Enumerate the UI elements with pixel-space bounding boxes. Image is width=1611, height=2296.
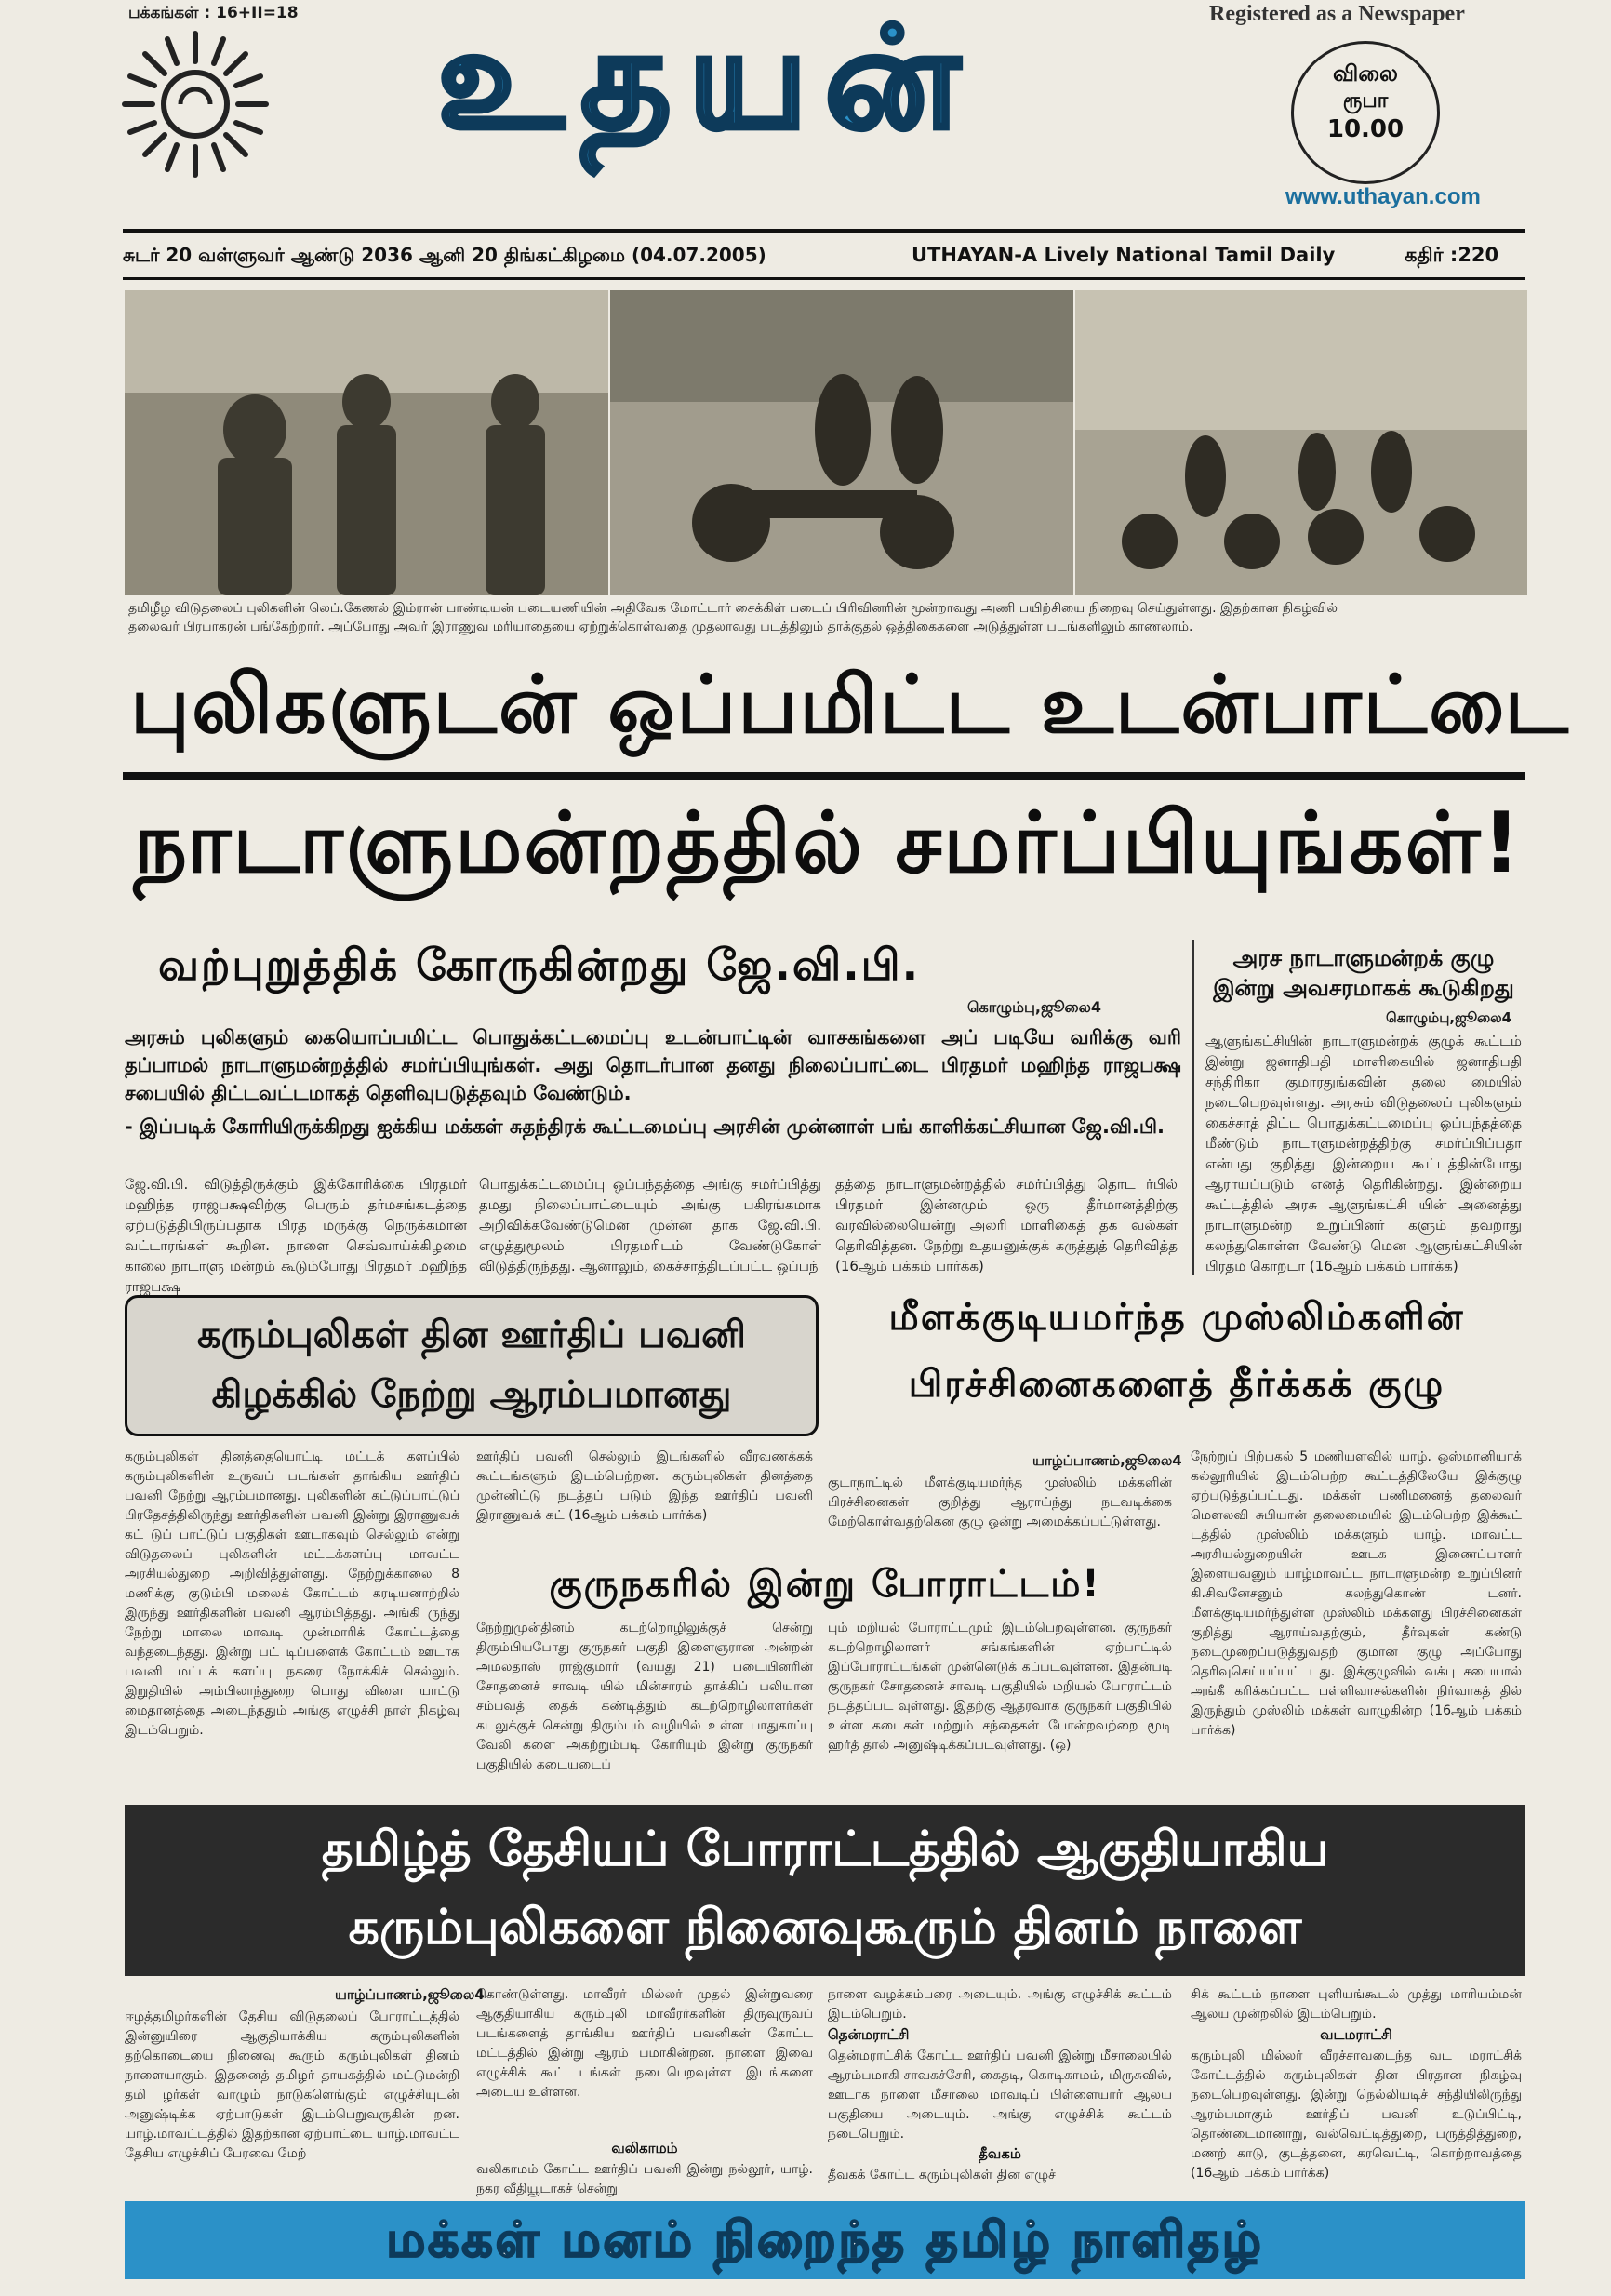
main-headline-1: புலிகளுடன் ஒப்பமிட்ட உடன்பாட்டை: [130, 659, 1570, 752]
price-label: விலை: [1333, 60, 1398, 87]
footer-banner: [125, 2201, 1525, 2279]
subhead-thenmarachchi: தென்மராட்சி: [828, 2026, 910, 2043]
jvp-col-1: ஜே.வி.பி. விடுத்திருக்கும் இக்கோரிக்கை பிரதமர் மஹிந்த ராஜபக்ஷவிற்கு பெரும் தர்மசங்கடத்தை ஏற்படுத்தியிருப்பதாக பிரத மருக்கு நெருக்கமான வட்டாரங்கள் கூறின. நாளை செவ்வாய்க்கிழமை காலை நாடாளு மன்றம் கூடும்போது பிரதமர் மஹிந்த ராஜபக்ஷ: [125, 1176, 467, 1295]
gurunagar-col-2: பும் மறியல் போராட்டமும் இடம்பெறவுள்ளன. குருநகர் கடற்றொழிலாளர் சங்கங்களின் ஏற்பாட்டில் இப்போராட்டங்கள் முன்னெடுக் கப்படவுள்ளன. இதன்படி குருநகர் சோதனைச் சாவடி பகுதியில் மறியல் போராட்டம் நடத்தப்பட வுள்ளது. இதற்கு ஆதரவாக குருநகர் பகுதியில் உள்ள கடைகள் மற்றும் சந்தைகள் போன்றவற்றை மூடி ஹர்த் தால் அனுஷ்டிக்கப்படவுள்ளது. (ஒ): [828, 1621, 1172, 1753]
gurunagar-col-1: நேற்றுமுன்தினம் கடற்றொழிலுக்குச் சென்று திரும்பியபோது குருநகர் பகுதி இளைஞரான அன்றன் அமலதாஸ் ராஜ்குமார் (வயது 21) படையினரின் சோதனைச் சாவடி யில் மின்சாரம் தாக்கிப் பலியான சம்பவத் தைக் கண்டித்தும் கடற்றொழிலாளர்கள் கடலுக்குச் சென்று திரும்பும் வழியில் உள்ள பாதுகாப்பு வேலி களை அகற்றும்படி கோரியும் இன்று குருநகர் பகுதியில் கடையடைப்: [476, 1621, 813, 1772]
muslim-col-1: குடாநாட்டில் மீளக்குடியமர்ந்த முஸ்லிம் மக்களின் பிரச்சினைகள் குறித்து ஆராய்ந்து நடவடிக்கை மேற்கொள்வதற்கென குழு ஒன்று அமைக்கப்பட்டுள்ளது.: [828, 1475, 1172, 1529]
jvp-lead: அரசும் புலிகளும் கையொப்பமிட்ட பொதுக்கட்டமைப்பு உடன்பாட்டின் வாசகங்களை அப் படியே வரிக்கு வரி தப்பாமல் நாடாளுமன்றத்தில் சமர்ப்பியுங்கள். அது தொடர்பான தனது நிலைப்பாட்டை பிரதமர் மஹிந்த ராஜபக்ஷ சபையில் திட்டவட்டமாகத் தெளிவுபடுத்தவும் வேண்டும்.: [125, 1026, 1181, 1104]
photo-caption-2: தலைவர் பிரபாகரன் பங்கேற்றார். அப்போது அவர் இராணுவ மரியாதையை ஏற்றுக்கொள்வதை முதலாவது படத்திலும் தாக்குதல் ஒத்திகைகளை அடுத்துள்ள படங்களிலும் காணலாம்.: [128, 620, 1193, 634]
sun-logo: [121, 30, 270, 179]
blacktiger-headline-2: கிழக்கில் நேற்று ஆரம்பமானது: [211, 1373, 732, 1416]
committee-body: ஆளுங்கட்சியின் நாடாளுமன்றக் குழுக் கூட்டம் இன்று ஜனாதிபதி மாளிகையில் ஜனாதிபதி சந்திரிகா குமாரதுங்கவின் தலை மையில் நடைபெறவுள்ளது. அரசும் விடுதலைப் புலிகளும் கைச்சாத் திட்ட பொதுக்கட்டமைப்பு ஒப்பந்தத்தை மீண்டும் நாடாளுமன்றத்திற்கு சமர்ப்பிப்பதா என்பது குறித்து இன்றைய கூட்டத்தின்போது ஆராயப்படும் எனத் தெரிகின்றது. இன்றைய கூட்டத்தில் அரசு ஆளுங்கட்சி யின் அனைத்து நாடாளுமன்ற உறுப்பினர் களும் தவறாது கலந்துகொள்ள வேண்டு மென ஆளுங்கட்சியின் பிரதம கொறடா (16ஆம் பக்கம் பார்க்க): [1205, 1033, 1522, 1275]
headline-rule: [123, 772, 1525, 780]
remembrance-col-2b: வலிகாமம் கோட்ட ஊர்திப் பவனி இன்று நல்லூர், யாழ். நகர வீதியூடாகச் சென்று: [476, 2162, 813, 2196]
remembrance-dateline: யாழ்ப்பாணம்,ஜூலை4: [335, 1986, 485, 2003]
dateline: சுடர் 20 வள்ளுவர் ஆண்டு 2036 ஆனி 20 திங்கட்கிழமை (04.07.2005): [123, 244, 766, 266]
remembrance-col-4: சிக் கூட்டம் நாளை புளியங்கூடல் முத்து மாரியம்மன் ஆலய முன்றலில் இடம்பெறும்.: [1191, 1987, 1522, 2022]
tagline: UTHAYAN-A Lively National Tamil Daily: [912, 244, 1336, 266]
price-currency: ரூபா: [1342, 89, 1389, 113]
blacktiger-col-2: ஊர்திப் பவனி செல்லும் இடங்களில் வீரவணக்கக் கூட்டங்களும் இடம்பெற்றன. கரும்புலிகள் தினத்தை முன்னிட்டு நடத்தப் படும் இந்த ஊர்திப் பவனி இராணுவக் கட் (16ஆம் பக்கம் பார்க்க): [476, 1449, 813, 1523]
photo-motorcycle-rider: [610, 290, 1073, 595]
masthead-rule-top: [123, 229, 1525, 233]
committee-headline-1: அரச நாடாளுமன்றக் குழு: [1232, 945, 1495, 971]
registered-note: Registered as a Newspaper: [1209, 2, 1465, 26]
jvp-col-2: பொதுக்கட்டமைப்பு ஒப்பந்தத்தை அங்கு சமர்ப்பித்து தமது நிலைப்பாட்டையும் அங்கு பகிரங்கமாக அறிவிக்கவேண்டுமென முன்ன தாக ஜே.வி.பி. எழுத்துமூலம் பிரதமரிடம் வேண்டுகோள் விடுத்திருந்தது. ஆனாலும், கைச்சாத்திடப்பட்ட ஒப்பந்: [479, 1176, 821, 1275]
subhead-theevagam: தீவகம்: [979, 2145, 1021, 2162]
column-divider: [1192, 940, 1194, 1275]
muslim-col-2: நேற்றுப் பிற்பகல் 5 மணியளவில் யாழ். ஒஸ்மானியாக் கல்லூரியில் இடம்பெற்ற கூட்டத்திலேயே இக்குழு ஏற்படுத்தப்பட்டது. மக்கள் பணிமனைத் தலைவர் மௌலவி சுபியான் தலைமையில் இடம்பெற்ற இக்கூட் டத்தில் முஸ்லிம் மக்களும் யாழ். மாவட்ட அரசியல்துறையின் ஊடக இணைப்பாளர் இளையவனும் யாழ்மாவட்ட நாடாளுமன்ற உறுப்பினர் கி.சிவனேசனும் கலந்துகொண் டனர். மீளக்குடியமர்ந்துள்ள முஸ்லிம் மக்களது பிரச்சினைகள் குறித்து ஆராய்வதற்கும், தீர்வுகள் கண்டு நடைமுறைப்படுத்துவதற் குமான குழு அப்போது தெரிவுசெய்யப்பட் டது. இக்குழுவில் வக்பு சபையால் அங்கீ கரிக்கப்பட்ட பள்ளிவாசல்களின் நிர்வாகத் தில் இருந்தும் முஸ்லிம் மக்கள் வாழுகின்ற (16ஆம் பக்கம் பார்க்க): [1191, 1449, 1522, 1738]
jvp-col-3: தத்தை நாடாளுமன்றத்தில் சமர்ப்பித்து தொட ர்பில் பிரதமர் இன்னமும் ஒரு தீர்மானத்திற்கு வரவில்லையென்று அலரி மாளிகைத் தக வல்கள் தெரிவித்தன. நேற்று உதயனுக்குக் கருத்துத் தெரிவித்த (16ஆம் பக்கம் பார்க்க): [835, 1176, 1178, 1275]
page-count: பக்கங்கள் : 16+II=18: [128, 4, 299, 22]
remembrance-col-1: ஈழத்தமிழர்களின் தேசிய விடுதலைப் போராட்டத்தில் இன்னுயிரை ஆகுதியாக்கிய கரும்புலிகளின் தற்கொடையை நினைவு கூரும் கரும்புலிகள் தினம் நாளையாகும். இதனைத் தமிழர் தாயகத்தில் மட்டுமன்றி தமி ழர்கள் வாழும் நாடுகளெங்கும் எழுச்சியுடன் அனுஷ்டிக்க ஏற்பாடுகள் இடம்பெறுவருகின் றன. யாழ்.மாவட்டத்தில் இதற்கான ஏற்பாட்டை யாழ்.மாவட்ட தேசிய எழுச்சிப் பேரவை மேற்: [125, 2009, 459, 2161]
gurunagar-headline: குருநகரில் இன்று போராட்டம்!: [549, 1563, 1101, 1606]
issue-number: கதிர் :220: [1405, 244, 1499, 266]
photo-motorcycle-formation: [1075, 290, 1527, 595]
subhead-valikamam: வலிகாமம்: [611, 2140, 678, 2156]
remembrance-col-3c: தீவகக் கோட்ட கரும்புலிகள் தின எழுச்: [828, 2168, 1056, 2183]
muslim-dateline: யாழ்ப்பாணம்,ஜூலை4: [1032, 1452, 1182, 1469]
photo-leader-inspection: [125, 290, 608, 595]
photo-caption-1: தமிழீழ விடுதலைப் புலிகளின் லெப்.கேணல் இம்ரான் பாண்டியன் படையணியின் அதிவேக மோட்டார் சைக்கிள் படைப் பிரிவினரின் மூன்றாவது அணி பயிற்சியை நிறைவு செய்துள்ளது. இதற்கான நிகழ்வில்: [128, 601, 1338, 616]
blacktiger-headline-box: [125, 1295, 819, 1436]
blacktiger-headline-1: கரும்புலிகள் தின ஊர்திப் பவனி: [196, 1314, 747, 1356]
jvp-lead-2: - இப்படிக் கோரியிருக்கிறது ஐக்கிய மக்கள் சுதந்திரக் கூட்டமைப்பு அரசின் முன்னாள் பங் காளிக்கட்சியான ஜே.வி.பி.: [125, 1115, 1165, 1138]
jvp-headline: வற்புறுத்திக் கோருகின்றது ஜே.வி.பி.: [158, 940, 921, 990]
masthead-rule-bottom: [123, 277, 1525, 280]
remembrance-col-3: நாளை வழக்கம்பரை அடையும். அங்கு எழுச்சிக் கூட்டம் இடம்பெறும்.: [828, 1987, 1172, 2022]
muslim-headline-2: பிரச்சினைகளைத் தீர்க்கக் குழு: [908, 1363, 1445, 1406]
blacktiger-col-1: கரும்புலிகள் தினத்தையொட்டி மட்டக் களப்பில் கரும்புலிகளின் உருவப் படங்கள் தாங்கிய ஊர்திப் பவனி நேற்று ஆரம்பமானது. புலிகளின் கட்டுப்பாட்டுப் பிரதேசத்திலிருந்து ஊர்திகளின் பவனி இன்று இராணுவக் கட் டுப் பாட்டுப் பகுதிகள் ஊடாகவும் செல்லும் என்று விடுதலைப் புலிகளின் மட்டக்களப்பு மாவட்ட அரசியல்துறை அறிவித்துள்ளது. நேற்றுக்காலை 8 மணிக்கு குடும்பி மலைக் கோட்டம் கரடியனாற்றில் இருந்து ஊர்திகளின் பவனி ஆரம்பித்தது. அங்கி ருந்து நேற்று மாலை மாவடி முன்மாரிக் கோட்டத்தை வந்தடைந்தது. இன்று பட் டிப்பளைக் கோட்டம் ஊடாக பவனி மட்டக் களப்பு நகரை நோக்கிச் செல்லும். இறுதியில் அம்பிலாந்துறை பொது விளை யாட்டு மைதானத்தை அடைந்ததும் அங்கு எழுச்சி நாள் நிகழ்வு இடம்பெறும்.: [125, 1449, 459, 1738]
price-value: 10.00: [1326, 115, 1405, 143]
jvp-dateline: கொழும்பு,ஜூலை4: [967, 998, 1102, 1016]
subhead-vadamarachchi: வடமராட்சி: [1320, 2026, 1392, 2043]
remembrance-headline-2: கரும்புலிகளை நினைவுகூரும் தினம் நாளை: [348, 1900, 1302, 1956]
main-headline-2: நாடாளுமன்றத்தில் சமர்ப்பியுங்கள்!: [133, 794, 1523, 892]
website-link[interactable]: www.uthayan.com: [1285, 184, 1481, 209]
footer-slogan: மக்கள் மனம் நிறைந்த தமிழ் நாளிதழ்: [386, 2212, 1264, 2268]
remembrance-headline-1: தமிழ்த் தேசியப் போராட்டத்தில் ஆகுதியாகிய: [321, 1822, 1329, 1877]
price-badge: [1291, 41, 1440, 184]
remembrance-banner: [125, 1805, 1525, 1976]
committee-dateline: கொழும்பு,ஜூலை4: [1386, 1009, 1512, 1026]
newspaper-title: உதயன்: [437, 0, 977, 160]
committee-headline-2: இன்று அவசரமாகக் கூடுகிறது: [1213, 975, 1514, 1001]
remembrance-col-4b: கரும்புலி மில்லர் வீரச்சாவடைந்த வட மராட்சிக் கோட்டத்தில் கரும்புலிகள் தின பிரதான நிகழ்வு நடைபெறவுள்ளது. இன்று நெல்லியடிச் சந்தியிலிருந்து ஆரம்பமாகும் ஊர்திப் பவனி உடுப்பிட்டி, தொண்டைமானாறு, வல்வெட்டித்துறை, பருத்தித்துறை, மணற் காடு, குடத்தனை, கரவெட்டி, கொற்றாவத்தை (16ஆம் பக்கம் பார்க்க): [1191, 2049, 1522, 2181]
remembrance-col-2: கொண்டுள்ளது. மாவீரர் மில்லர் முதல் இன்றுவரை ஆகுதியாகிய கரும்புலி மாவீரர்களின் திருவுருவப் படங்களைத் தாங்கிய ஊர்திப் பவனிகள் கோட்ட மட்டத்தில் இன்று ஆரம் பமாகின்றன. நாளை இவை எழுச்சிக் கூட் டங்கள் நடைபெறவுள்ள இடங்களை அடைய உள்ளன.: [476, 1987, 813, 2100]
remembrance-col-3b: தென்மராட்சிக் கோட்ட ஊர்திப் பவனி இன்று மீசாலையில் ஆரம்பமாகி சாவகச்சேரி, கைதடி, கொடிகாமம், மிருசுவில், ஊடாக நாளை மீசாலை மாவடிப் பிள்ளையார் ஆலய பகுதியை அடையும். அங்கு எழுச்சிக் கூட்டம் நடைபெறும்.: [828, 2049, 1172, 2142]
muslim-headline-1: மீளக்குடியமர்ந்த முஸ்லிம்களின்: [888, 1296, 1465, 1339]
